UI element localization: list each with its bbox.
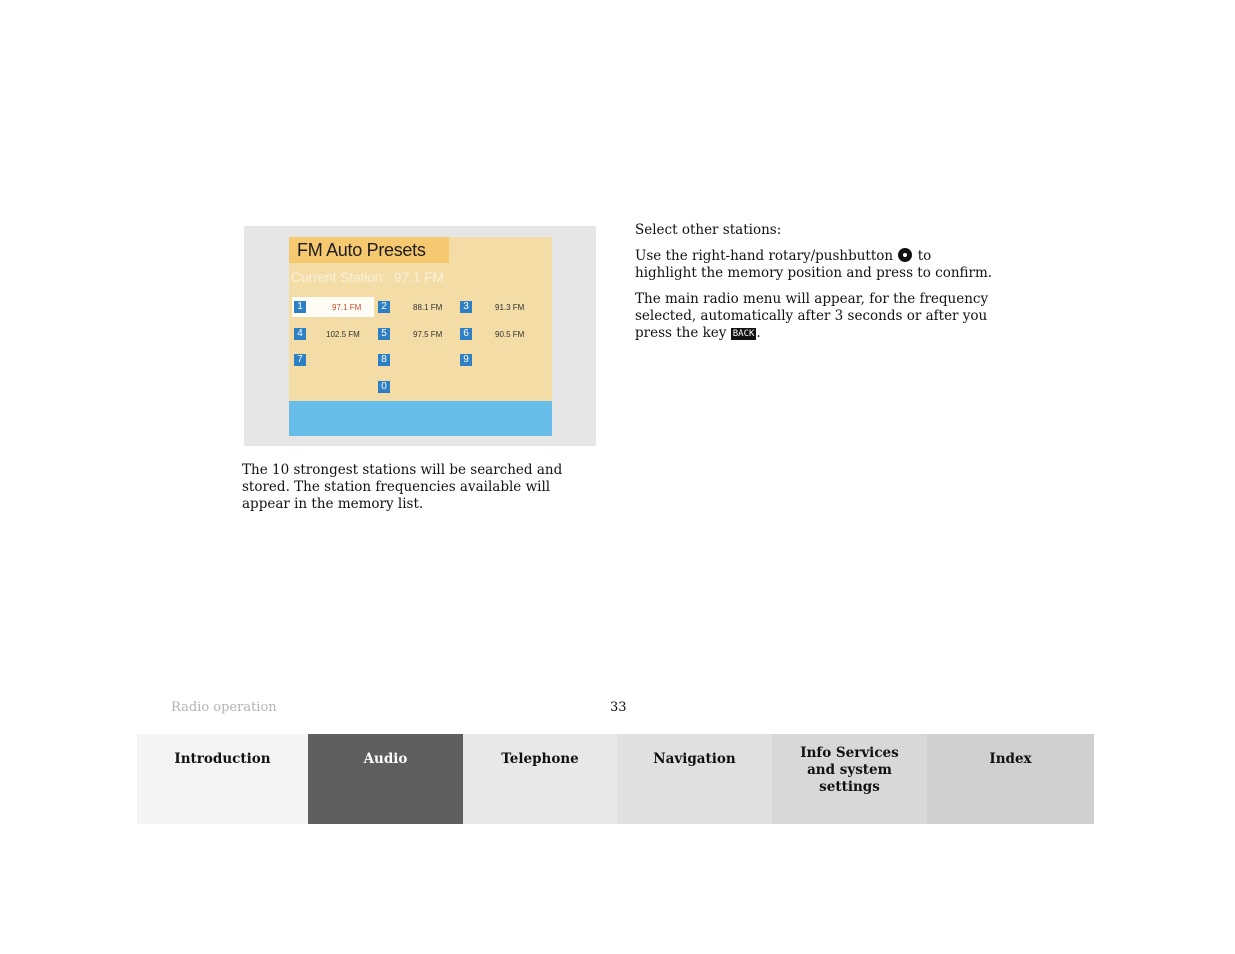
tab-label: Audio <box>363 751 408 767</box>
page-number: 33 <box>610 700 627 715</box>
tab-index[interactable] <box>927 734 1094 824</box>
chapter-tab-bar <box>137 734 1094 824</box>
step-1-text-end: to highlight the memory position and press to confirm. <box>635 248 993 281</box>
tab-label: Telephone <box>501 751 579 767</box>
preset-frequency[interactable]: 88.1 FM <box>413 303 443 312</box>
instructions <box>635 222 995 351</box>
tab-label: Navigation <box>653 751 736 767</box>
radio-display <box>289 237 552 436</box>
preset-number[interactable]: 9 <box>460 354 472 366</box>
current-station-label: Current Station: <box>291 269 386 285</box>
caption-text: The 10 strongest stations will be searched and stored. The station frequencies available will appear in the memory list. <box>242 462 563 512</box>
instruction-step-1 <box>635 248 995 282</box>
preset-number[interactable]: 3 <box>460 301 472 313</box>
preset-number[interactable]: 1 <box>294 301 306 313</box>
preset-frequency[interactable]: 102.5 FM <box>326 330 360 339</box>
tab-navigation[interactable] <box>617 734 772 824</box>
tab-introduction[interactable] <box>137 734 308 824</box>
preset-number[interactable]: 5 <box>378 328 390 340</box>
instructions-heading: Select other stations: <box>635 222 782 238</box>
step-2-text-end: . <box>756 325 761 341</box>
tab-telephone[interactable] <box>463 734 617 824</box>
tab-label: Index <box>989 751 1032 767</box>
step-2-text: The main radio menu will appear, for the frequency selected, automatically after 3 seconds or after you press the key <box>635 291 989 341</box>
back-key-badge: BACK <box>732 329 755 339</box>
radio-screen-figure <box>244 226 596 446</box>
tab-audio[interactable] <box>308 734 463 824</box>
screen-title: FM Auto Presets <box>289 237 449 263</box>
current-station-frequency: 97.1 FM <box>393 269 444 285</box>
preset-number[interactable]: 8 <box>378 354 390 366</box>
preset-number[interactable]: 2 <box>378 301 390 313</box>
preset-frequency[interactable]: 91.3 FM <box>495 303 525 312</box>
instruction-step-2 <box>635 291 995 342</box>
preset-frequency[interactable]: 97.1 FM <box>332 303 362 312</box>
preset-number[interactable]: 7 <box>294 354 306 366</box>
tab-info-services[interactable] <box>772 734 927 824</box>
screen-status-bar <box>289 401 552 436</box>
preset-frequency[interactable]: 97.5 FM <box>413 330 443 339</box>
figure-caption <box>242 462 602 513</box>
preset-frequency[interactable]: 90.5 FM <box>495 330 525 339</box>
preset-number[interactable]: 6 <box>460 328 472 340</box>
tab-label: Info Services and system settings <box>800 745 899 795</box>
preset-number[interactable]: 4 <box>294 328 306 340</box>
step-1-text: Use the right-hand rotary/pushbutton <box>635 248 894 264</box>
section-label: Radio operation <box>171 700 277 715</box>
tab-label: Introduction <box>174 751 271 767</box>
current-station <box>291 269 444 285</box>
preset-number[interactable]: 0 <box>378 381 390 393</box>
rotary-pushbutton-icon <box>898 248 912 262</box>
